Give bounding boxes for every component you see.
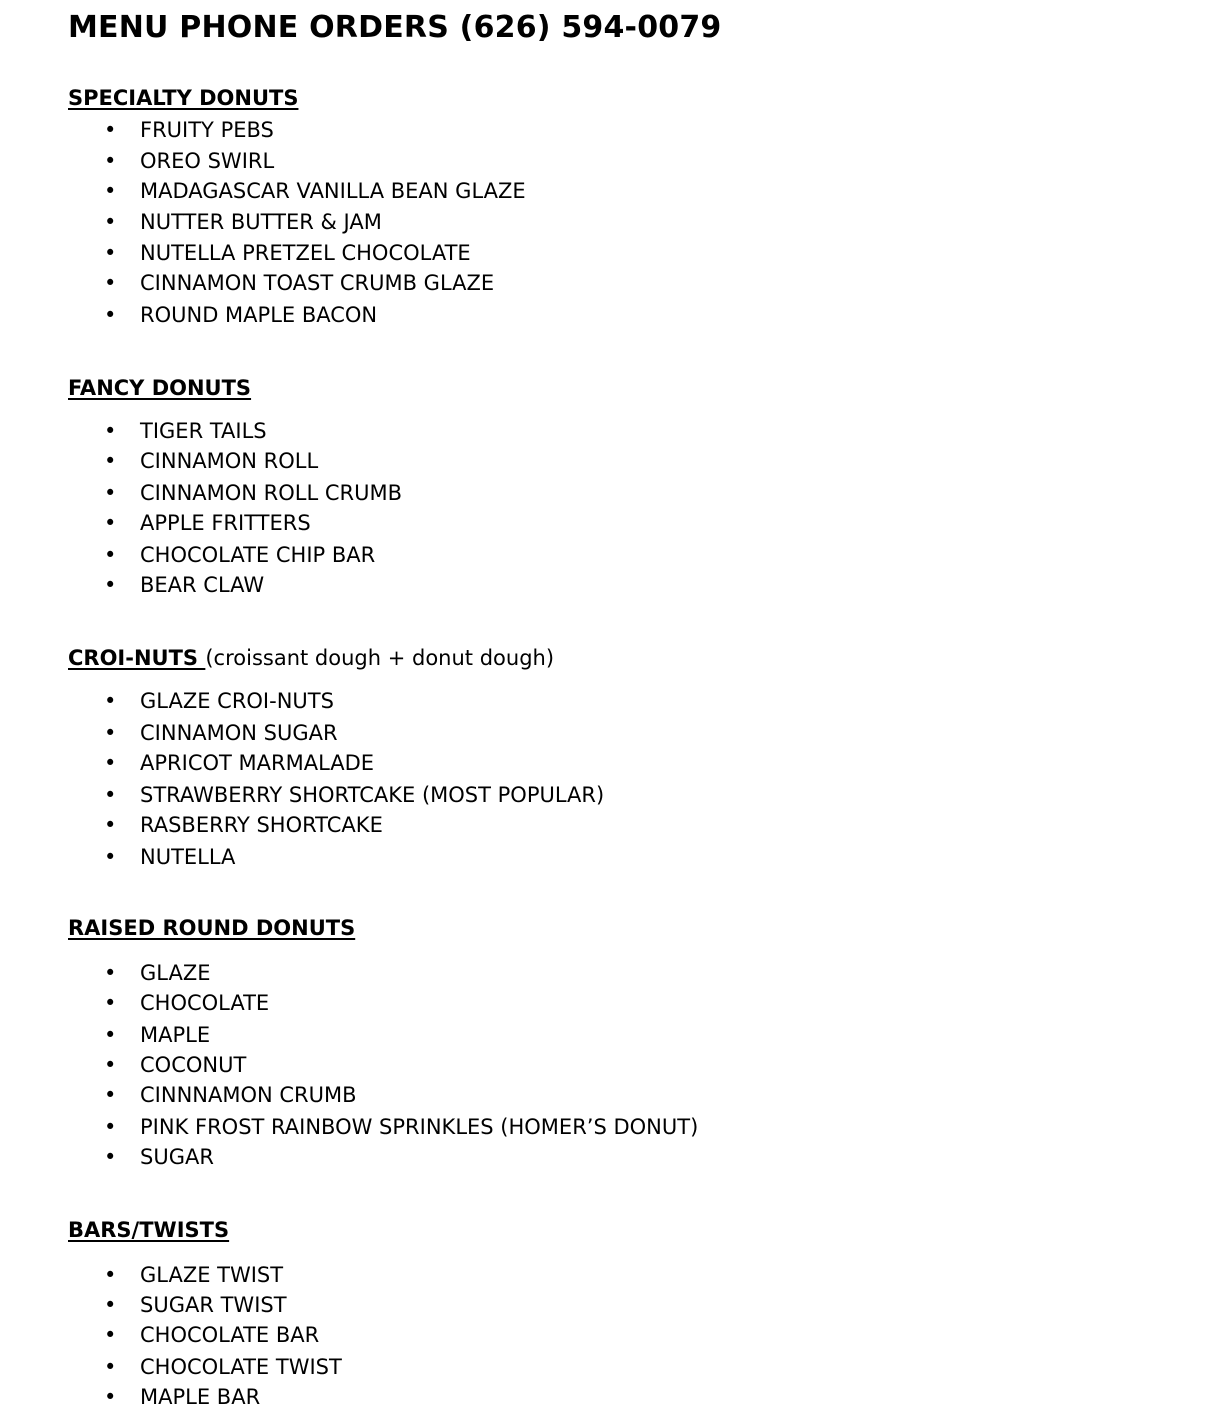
item-label: CINNAMON ROLL [140,449,319,473]
section-heading-bars-twists [68,1218,229,1242]
item-label: MADAGASCAR VANILLA BEAN GLAZE [140,179,526,203]
item-label: GLAZE TWIST [140,1263,284,1287]
bullet-icon: • [104,543,117,567]
item-label: BEAR CLAW [140,573,265,597]
item-label: MAPLE BAR [140,1385,261,1409]
bullet-icon: • [104,991,117,1015]
item-label: GLAZE [140,961,211,985]
bullet-icon: • [104,783,117,807]
item-label: CINNNAMON CRUMB [140,1083,357,1107]
page-title: MENU PHONE ORDERS (626) 594-0079 [68,10,722,45]
section-heading-note: (croissant dough + donut dough) [205,646,555,670]
bullet-icon: • [104,271,117,295]
bullet-icon: • [104,1145,117,1169]
item-label: APPLE FRITTERS [140,511,311,535]
item-label: CHOCOLATE BAR [140,1323,320,1347]
item-label: CHOCOLATE CHIP BAR [140,543,376,567]
bullet-icon: • [104,1355,117,1379]
bullet-icon: • [104,573,117,597]
bullet-icon: • [104,179,117,203]
section-heading-label: FANCY DONUTS [68,376,252,400]
bullet-icon: • [104,241,117,265]
item-label: FRUITY PEBS [140,118,274,142]
item-label: CINNAMON TOAST CRUMB GLAZE [140,271,495,295]
bullet-icon: • [104,1385,117,1409]
section-heading-label: RAISED ROUND DONUTS [68,916,356,940]
item-label: RASBERRY SHORTCAKE [140,813,383,837]
bullet-icon: • [104,511,117,535]
item-label: CHOCOLATE TWIST [140,1355,342,1379]
bullet-icon: • [104,961,117,985]
item-label: NUTELLA [140,845,236,869]
item-label: APRICOT MARMALADE [140,751,375,775]
bullet-icon: • [104,845,117,869]
section-heading-label: CROI-NUTS [68,646,206,670]
item-label: OREO SWIRL [140,149,275,173]
item-label: SUGAR [140,1145,214,1169]
item-label: ROUND MAPLE BACON [140,303,378,327]
bullet-icon: • [104,813,117,837]
item-label: NUTELLA PRETZEL CHOCOLATE [140,241,471,265]
bullet-icon: • [104,1293,117,1317]
item-label: GLAZE CROI-NUTS [140,689,334,713]
item-label: COCONUT [140,1053,247,1077]
bullet-icon: • [104,1115,117,1139]
item-label: CINNAMON ROLL CRUMB [140,481,403,505]
section-heading-label: BARS/TWISTS [68,1218,230,1242]
bullet-icon: • [104,1323,117,1347]
item-label: TIGER TAILS [140,419,267,443]
bullet-icon: • [104,419,117,443]
section-heading-fancy-donuts [68,376,251,400]
bullet-icon: • [104,1023,117,1047]
item-label: MAPLE [140,1023,211,1047]
bullet-icon: • [104,118,117,142]
bullet-icon: • [104,721,117,745]
bullet-icon: • [104,449,117,473]
item-label: CHOCOLATE [140,991,270,1015]
section-heading-specialty-donuts [68,86,298,110]
section-heading-label: SPECIALTY DONUTS [68,86,299,110]
section-heading-raised-round-donuts [68,916,355,940]
bullet-icon: • [104,751,117,775]
bullet-icon: • [104,303,117,327]
item-label: PINK FROST RAINBOW SPRINKLES (HOMER’S DONUT) [140,1115,699,1139]
item-label: STRAWBERRY SHORTCAKE (MOST POPULAR) [140,783,605,807]
bullet-icon: • [104,1053,117,1077]
bullet-icon: • [104,481,117,505]
section-heading-croi-nuts [68,646,554,670]
item-label: SUGAR TWIST [140,1293,287,1317]
bullet-icon: • [104,689,117,713]
item-label: NUTTER BUTTER & JAM [140,210,382,234]
bullet-icon: • [104,210,117,234]
bullet-icon: • [104,1263,117,1287]
bullet-icon: • [104,1083,117,1107]
bullet-icon: • [104,149,117,173]
item-label: CINNAMON SUGAR [140,721,338,745]
